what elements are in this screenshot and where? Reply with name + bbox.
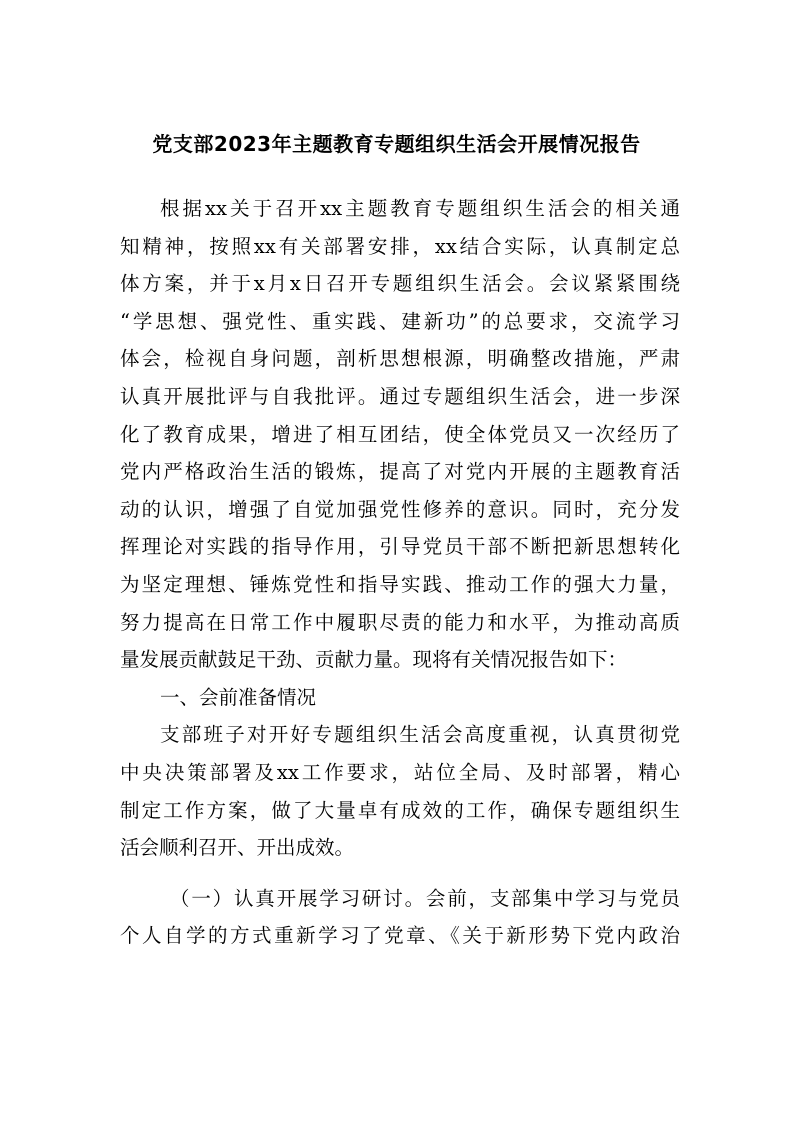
paragraph-line: 党内严格政治生活的锻炼，提高了对党内开展的主题教育活 xyxy=(120,460,680,484)
document-body xyxy=(120,190,680,955)
paragraph-line: 知精神，按照xx有关部署安排，xx结合实际，认真制定总 xyxy=(120,234,680,258)
paragraph-line: 支部班子对开好专题组织生活会高度重视，认真贯彻党 xyxy=(160,723,680,747)
paragraph-line: 个人自学的方式重新学习了党章、《关于新形势下党内政治 xyxy=(120,924,680,948)
section-heading: 一、会前准备情况 xyxy=(160,685,317,709)
paragraph-line: 为坚定理想、锤炼党性和指导实践、推动工作的强大力量， xyxy=(120,572,680,596)
paragraph-gap xyxy=(120,867,680,880)
paragraph-line: 挥理论对实践的指导作用，引导党员干部不断把新思想转化 xyxy=(120,535,680,559)
paragraph-line: 动的认识，增强了自觉加强党性修养的意识。同时，充分发 xyxy=(120,497,680,521)
paragraph-line: 量发展贡献鼓足干劲、贡献力量。现将有关情况报告如下： xyxy=(120,648,628,672)
paragraph-line: 制定工作方案，做了大量卓有成效的工作，确保专题组织生 xyxy=(120,798,680,822)
paragraph-line: 认真开展批评与自我批评。通过专题组织生活会，进一步深 xyxy=(120,384,680,408)
paragraph-line: 根据xx关于召开xx主题教育专题组织生活会的相关通 xyxy=(160,197,680,220)
document-title: 党支部2023年主题教育专题组织生活会开展情况报告 xyxy=(152,132,641,156)
paragraph-line: “学思想、强党性、重实践、建新功”的总要求，交流学习 xyxy=(120,309,680,333)
paragraph-line: 活会顺利召开、开出成效。 xyxy=(120,836,355,860)
paragraph-line: 努力提高在日常工作中履职尽责的能力和水平，为推动高质 xyxy=(120,610,680,634)
paragraph-line: 中央决策部署及xx工作要求，站位全局、及时部署，精心 xyxy=(120,760,680,784)
paragraph-line: （一）认真开展学习研讨。会前，支部集中学习与党员 xyxy=(170,886,680,910)
paragraph-line: 化了教育成果，增进了相互团结，使全体党员又一次经历了 xyxy=(120,422,680,446)
paragraph-line: 体会，检视自身问题，剖析思想根源，明确整改措施，严肃 xyxy=(120,347,680,371)
paragraph-line: 体方案，并于x月x日召开专题组织生活会。会议紧紧围绕 xyxy=(120,272,680,296)
